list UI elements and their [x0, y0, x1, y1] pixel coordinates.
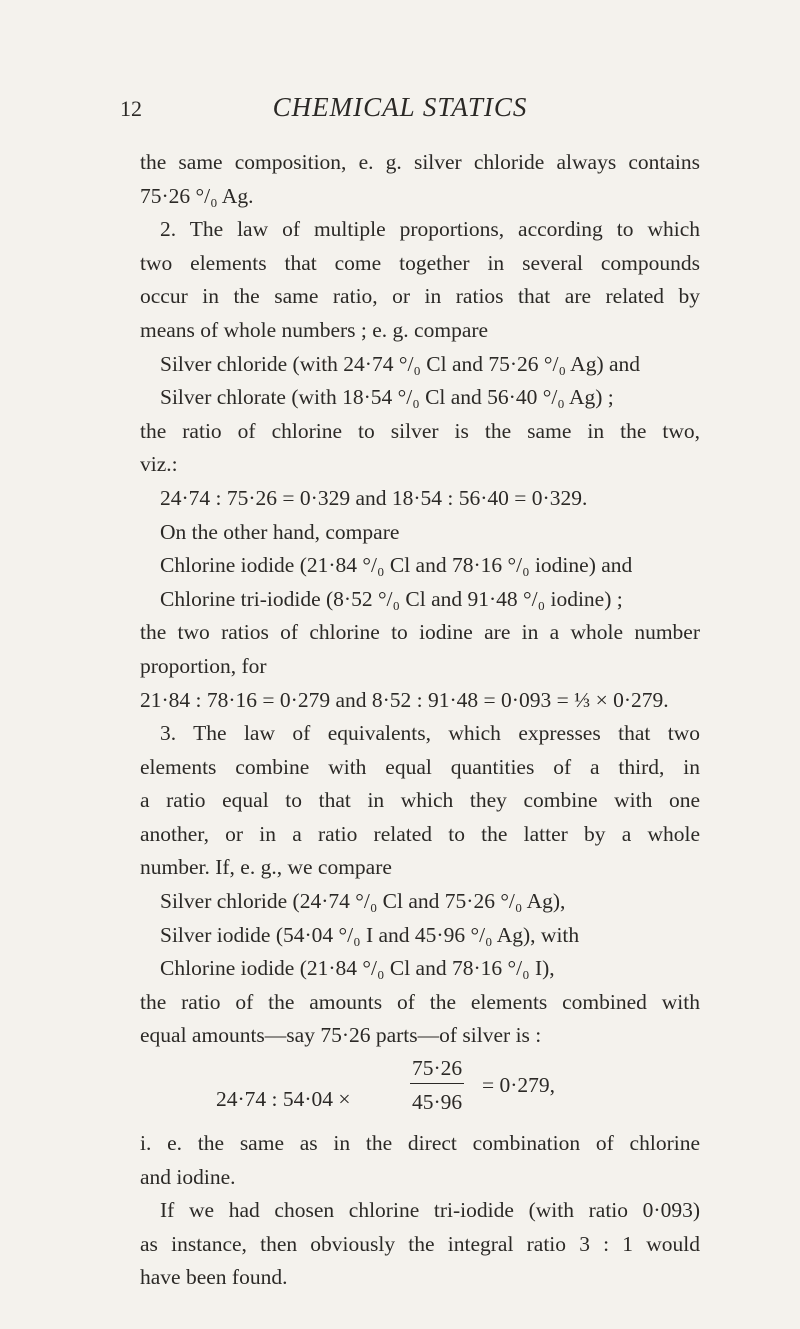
text-line: On the other hand, compare — [160, 519, 400, 544]
text-line: the two ratios of chlorine to iodine are in a whole number — [140, 620, 700, 645]
text-line: Silver chlorate (with 18·54 °/₀ Cl and 56·40 °/₀ Ag) ; — [160, 385, 614, 410]
text-line: number. If, e. g., we compare — [140, 855, 392, 880]
text-line: Chlorine iodide (21·84 °/₀ Cl and 78·16 °/₀ iodine) and — [160, 553, 633, 578]
fraction-denominator: 45·96 — [412, 1090, 463, 1115]
text-line: i. e. the same as in the direct combination of chlorine — [140, 1131, 700, 1156]
text-line: If we had chosen chlorine tri-iodide (with ratio 0·093) — [160, 1198, 700, 1223]
text-line: the same composition, e. g. silver chloride always contains — [140, 150, 700, 174]
page-body — [140, 146, 700, 1295]
text-line: elements combine with equal quantities of a third, in — [140, 754, 700, 779]
text-line: equal amounts—say 75·26 parts—of silver is : — [140, 1023, 542, 1048]
text-line: proportion, for — [140, 653, 267, 678]
text-line: 2. The law of multiple proportions, according to which — [160, 217, 700, 242]
text-line: the ratio of chlorine to silver is the same in the two, — [140, 418, 700, 443]
equation-left: 24·74 : 54·04 × — [216, 1087, 351, 1112]
text-line: means of whole numbers ; e. g. compare — [140, 317, 489, 342]
fraction-equation — [140, 1053, 700, 1127]
text-line: as instance, then obviously the integral ratio 3 : 1 would — [140, 1231, 700, 1256]
text-line: 3. The law of equivalents, which expresses that two — [160, 721, 700, 746]
text-line: Silver chloride (with 24·74 °/₀ Cl and 75·26 °/₀ Ag) and — [160, 351, 641, 376]
text-line: and iodine. — [140, 1164, 236, 1189]
equation-line: 21·84 : 78·16 = 0·279 and 8·52 : 91·48 = 0·093 = ⅓ × 0·279. — [140, 687, 669, 712]
text-line: viz.: — [140, 452, 178, 477]
text-line: occur in the same ratio, or in ratios that are related by — [140, 284, 700, 309]
page-header — [120, 88, 680, 128]
equation-line: 24·74 : 75·26 = 0·329 and 18·54 : 56·40 = 0·329. — [160, 485, 588, 510]
text-line: two elements that come together in several compounds — [140, 250, 700, 275]
text-line: Chlorine iodide (21·84 °/₀ Cl and 78·16 °/₀ I), — [160, 956, 555, 981]
fraction-numerator: 75·26 — [410, 1053, 464, 1084]
text-line: Silver iodide (54·04 °/₀ I and 45·96 °/₀ Ag), with — [160, 922, 580, 947]
text-line: Chlorine tri-iodide (8·52 °/₀ Cl and 91·48 °/₀ iodine) ; — [160, 586, 623, 611]
text-line: 75·26 °/₀ Ag. — [140, 183, 254, 208]
text-line: Silver chloride (24·74 °/₀ Cl and 75·26 °/₀ Ag), — [160, 889, 566, 914]
text-line: another, or in a ratio related to the latter by a whole — [140, 821, 700, 846]
text-line: a ratio equal to that in which they combine with one — [140, 788, 700, 813]
running-title: CHEMICAL STATICS — [272, 92, 528, 122]
page-number: 12 — [120, 96, 142, 121]
text-line: the ratio of the amounts of the elements combined with — [140, 989, 700, 1014]
text-line: have been found. — [140, 1265, 288, 1290]
equation-right: = 0·279, — [482, 1073, 556, 1098]
